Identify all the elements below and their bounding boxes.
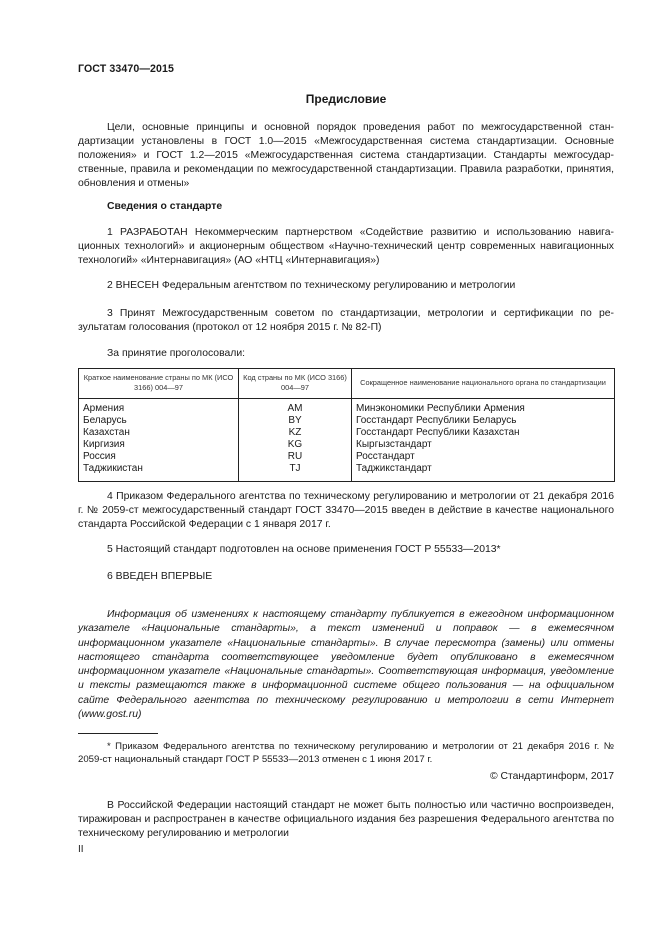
cell-code: TJ [239, 463, 352, 482]
info-heading: Сведения о стандарте [107, 201, 223, 212]
cell-body: Минэкономики Республики Армения [352, 399, 615, 416]
intro-paragraph: Цели, основные принципы и основной порядок проведения работ по межгосударственной стандартизации установлены в ГОСТ 1.0—2015 «Межгосударственная система стандартизации. Основные положения» и ГОСТ 1.2—2015 «Межгосударственная система стандартизации. Стандарты межгосударственные, правила и рекомендации по межгосударственной стандартизации. Правила разработки, принятия, обновления и отмены» [78, 122, 614, 189]
page-title: Предисловие [305, 92, 387, 106]
footnote-divider [78, 733, 158, 734]
cell-body: Госстандарт Республики Беларусь [352, 415, 615, 427]
vote-label: За принятие проголосовали: [107, 348, 246, 359]
item-prepared: 5 Настоящий стандарт подготовлен на основе применения ГОСТ Р 55533—2013* [107, 544, 501, 555]
table-header-row [79, 369, 615, 399]
header-country-code: Код страны по МК (ИСО 3166) 004—97 [239, 369, 352, 399]
copyright: © Стандартинформ, 2017 [489, 771, 614, 782]
cell-country: Киргизия [79, 439, 239, 451]
cell-body: Госстандарт Республики Казахстан [352, 427, 615, 439]
cell-code: BY [239, 415, 352, 427]
cell-country: Таджикистан [79, 463, 239, 482]
cell-country: Беларусь [79, 415, 239, 427]
cell-body: Таджикстандарт [352, 463, 615, 482]
item-developed: 1 РАЗРАБОТАН Некоммерческим партнерством «Содействие развитию и использованию навигационных технологий» и акционерным обществом «Научно-технический центр современных навигационных технологий» «Интернавигация» (АО «НТЦ «Интернавигация») [78, 227, 614, 266]
header-standards-body: Сокращенное наименование национального органа по стандартизации [352, 369, 615, 399]
page-number: II [78, 844, 84, 855]
cell-country: Армения [79, 399, 239, 416]
cell-country: Россия [79, 451, 239, 463]
voting-countries-table [78, 368, 615, 482]
item-adopted: 3 Принят Межгосударственным советом по стандартизации, метрологии и сертификации по результатам голосования (протокол от 12 ноября 2015 г. № 82-П) [78, 308, 614, 333]
cell-body: Кыргызстандарт [352, 439, 615, 451]
document-code: ГОСТ 33470—2015 [78, 63, 175, 75]
changes-info-note: Информация об изменениях к настоящему стандарту публикуется в ежегодном информационном указателе «Национальные стандарты», а текст изменений и поправок — в ежемесячном информационном указателе «Национальные стандарты». В случае пересмотра (замены) или отмены настоящего стандарта соответствующее уведомление будет опубликовано в ежемесячном информационном указателе «Национальные стандарты». Соответствующая информация, уведомление и тексты размещаются также в информационной системе общего пользования — на официальном сайте Федерального агентства по техническому регулированию и метрологии в сети Интернет (www.gost.ru) [78, 609, 614, 721]
table-row [79, 415, 615, 427]
rf-notice: В Российской Федерации настоящий стандарт не может быть полностью или частично воспроизведен, тиражирован и распространен в качестве официального издания без разрешения Федерального агентства по техническому регулированию и метрологии [78, 800, 614, 839]
cell-country: Казахстан [79, 427, 239, 439]
table-row [79, 399, 615, 416]
cell-code: AM [239, 399, 352, 416]
cell-code: RU [239, 451, 352, 463]
item-order: 4 Приказом Федерального агентства по техническому регулированию и метрологии от 21 декабря 2016 г. № 2059-ст межгосударственный стандарт ГОСТ 33470—2015 введен в действие в качестве национального стандарта Российской Федерации с 1 января 2017 г. [78, 491, 614, 530]
table-row [79, 427, 615, 439]
item-introduced: 2 ВНЕСЕН Федеральным агентством по техническому регулированию и метрологии [107, 280, 516, 291]
footnote: * Приказом Федерального агентства по техническому регулированию и метрологии от 21 декабря 2016 г. № 2059-ст национальный стандарт ГОСТ Р 55533—2013 отменен с 1 июня 2017 г. [78, 741, 614, 765]
cell-code: KG [239, 439, 352, 451]
cell-body: Росстандарт [352, 451, 615, 463]
table-row [79, 463, 615, 482]
item-first-introduced: 6 ВВЕДЕН ВПЕРВЫЕ [107, 571, 213, 582]
header-country-name: Краткое наименование страны по МК (ИСО 3166) 004—97 [79, 369, 239, 399]
table-row [79, 451, 615, 463]
table-row [79, 439, 615, 451]
cell-code: KZ [239, 427, 352, 439]
